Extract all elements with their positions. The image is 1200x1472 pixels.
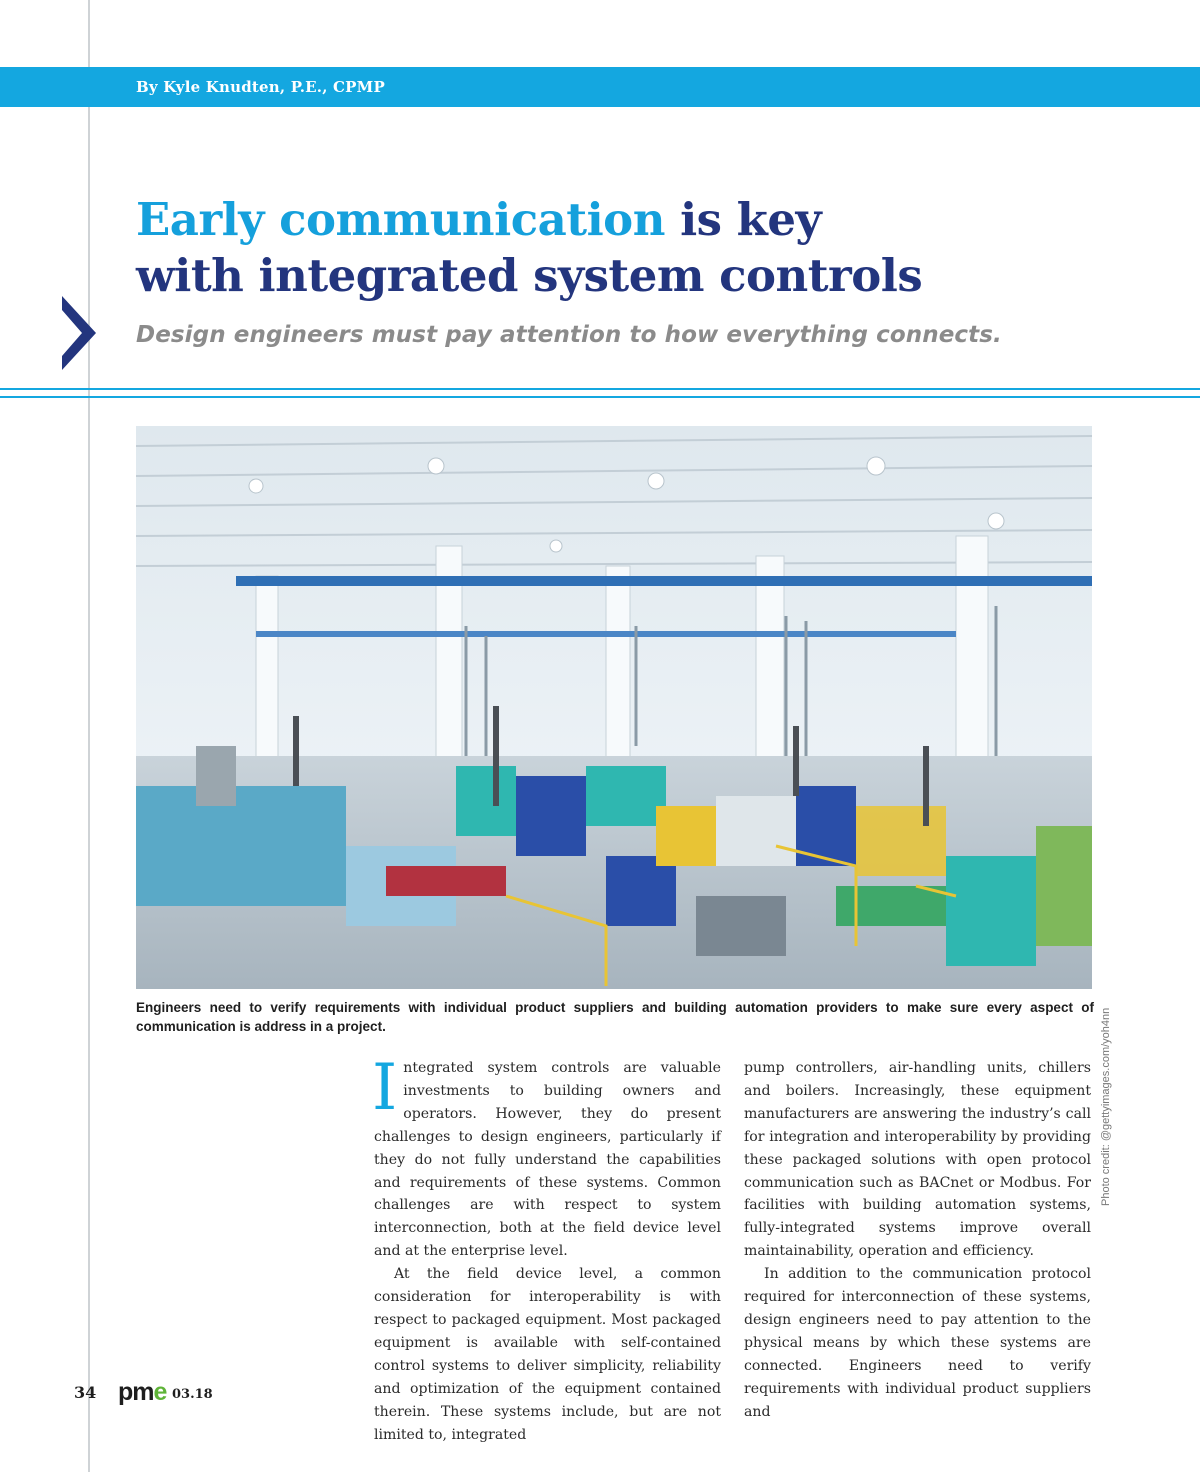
photo-caption: Engineers need to verify requirements with individual product suppliers and building automation providers to make sure every aspect of communication is address in a project.: [136, 1000, 1094, 1034]
issue-date: 03.18: [172, 1387, 213, 1402]
photo-credit: Photo credit: @gettyimages.com/yoh4nn: [1100, 1007, 1112, 1206]
divider-rule: [0, 388, 1200, 390]
body-paragraph: pump controllers, air-handling units, chillers and boilers. Increasingly, these equipment manufacturers are answering the industry’s call for integration and interoperability by providing these packaged solutions with open protocol communication such as BACnet or Modbus. For facilities with building automation systems, fully-integrated systems improve overall maintainability, operation and efficiency.: [744, 1060, 1091, 1260]
divider-rule: [0, 396, 1200, 398]
headline: [136, 192, 922, 304]
headline-accent: Early communication: [136, 193, 665, 246]
body-paragraph: In addition to the communication protocol required for interconnection of these systems, design engineers need to pay attention to the physical means by which these systems are connected. Engineers need to verify requirements with individual product suppliers and: [744, 1266, 1091, 1420]
drop-cap: I: [372, 1051, 398, 1125]
page-number: 34: [74, 1383, 97, 1402]
logo-e: e: [153, 1378, 167, 1406]
byline: By Kyle Knudten, P.E., CPMP: [136, 78, 385, 96]
deck-subtitle: Design engineers must pay attention to how everything connects.: [136, 322, 1002, 348]
body-paragraph: At the field device level, a common consideration for interoperability is with respect to packaged equipment. Most packaged equipment is available with self-contained control systems to deliver simplicity, reliability and optimization of the equipment contained therein. These systems include, but are not limited to, integrated: [374, 1266, 721, 1443]
headline-line2: with integrated system controls: [136, 249, 923, 302]
headline-rest: is key: [664, 193, 822, 246]
body-column-left: [372, 1051, 721, 1446]
chevron-right-icon: [62, 296, 96, 370]
factory-photo: [136, 426, 1092, 989]
magazine-logo: [118, 1378, 166, 1407]
body-text: ntegrated system controls are valuable investments to building owners and operators. However, they do present challenges to design engineers, particularly if they do not fully understand the capabilities and requirements of these systems. Common challenges are with respect to system interconnection, both at the field device level and at the enterprise level.: [374, 1060, 721, 1260]
logo-pm: pm: [118, 1378, 154, 1406]
body-column-right: [744, 1057, 1091, 1424]
body-paragraph: [372, 1051, 721, 1263]
margin-rule: [88, 0, 90, 1472]
